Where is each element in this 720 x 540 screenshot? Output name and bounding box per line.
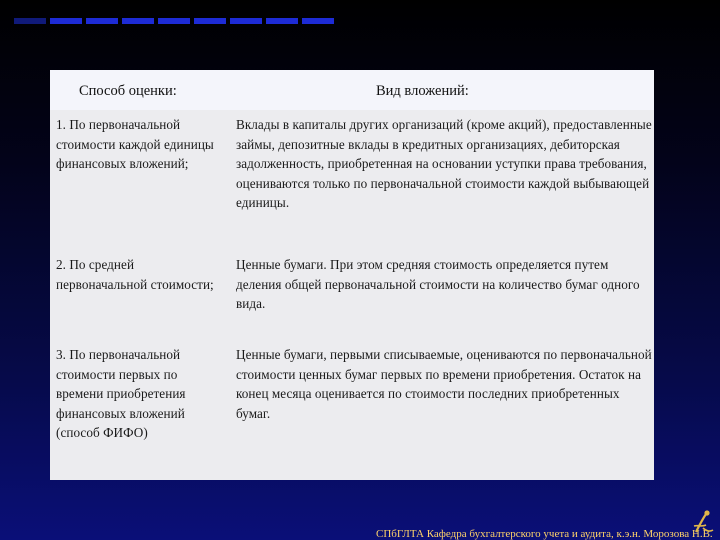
- row1-method: 1. По первоначальной стоимости каждой единицы финансовых вложений;: [56, 117, 214, 171]
- row2-method: 2. По средней первоначальной стоимости;: [56, 257, 214, 292]
- bar-segment: [86, 18, 118, 24]
- row3-type: Ценные бумаги, первыми списываемые, оцениваются по первоначальной стоимости ценных бумаг первых по времени приобретения. Остаток на конец месяца оценивается по стоимости последних приобретенных бумаг.: [236, 347, 652, 421]
- bar-segment: [122, 18, 154, 24]
- header-method: Способ оценки:: [79, 83, 177, 99]
- logo-icon: [690, 508, 716, 538]
- top-decorative-bar: [14, 18, 334, 24]
- row2-type: Ценные бумаги. При этом средняя стоимость определяется путем деления общей первоначальной стоимости на количество бумаг одного вида.: [236, 257, 640, 311]
- bar-segment: [50, 18, 82, 24]
- bar-segment: [302, 18, 334, 24]
- bar-segment: [194, 18, 226, 24]
- valuation-table: [50, 70, 654, 480]
- bar-segment: [266, 18, 298, 24]
- row3-method: 3. По первоначальной стоимости первых по времени приобретения финансовых вложений (способ ФИФО): [56, 347, 186, 440]
- bar-segment: [14, 18, 46, 24]
- header-type: Вид вложений:: [376, 83, 469, 99]
- bar-segment: [158, 18, 190, 24]
- table-header: [50, 70, 654, 110]
- footer-credit: СПбГЛТА Кафедра бухгалтерского учета и аудита, к.э.н. Морозова Н.В.: [376, 528, 713, 540]
- row1-type: Вклады в капиталы других организаций (кроме акций), предоставленные займы, депозитные вклады в кредитных организациях, дебиторская задолженность, приобретенная на основании уступки права требования, оцениваются только по первоначальной стоимости каждой выбывающей единицы.: [236, 117, 652, 210]
- bar-segment: [230, 18, 262, 24]
